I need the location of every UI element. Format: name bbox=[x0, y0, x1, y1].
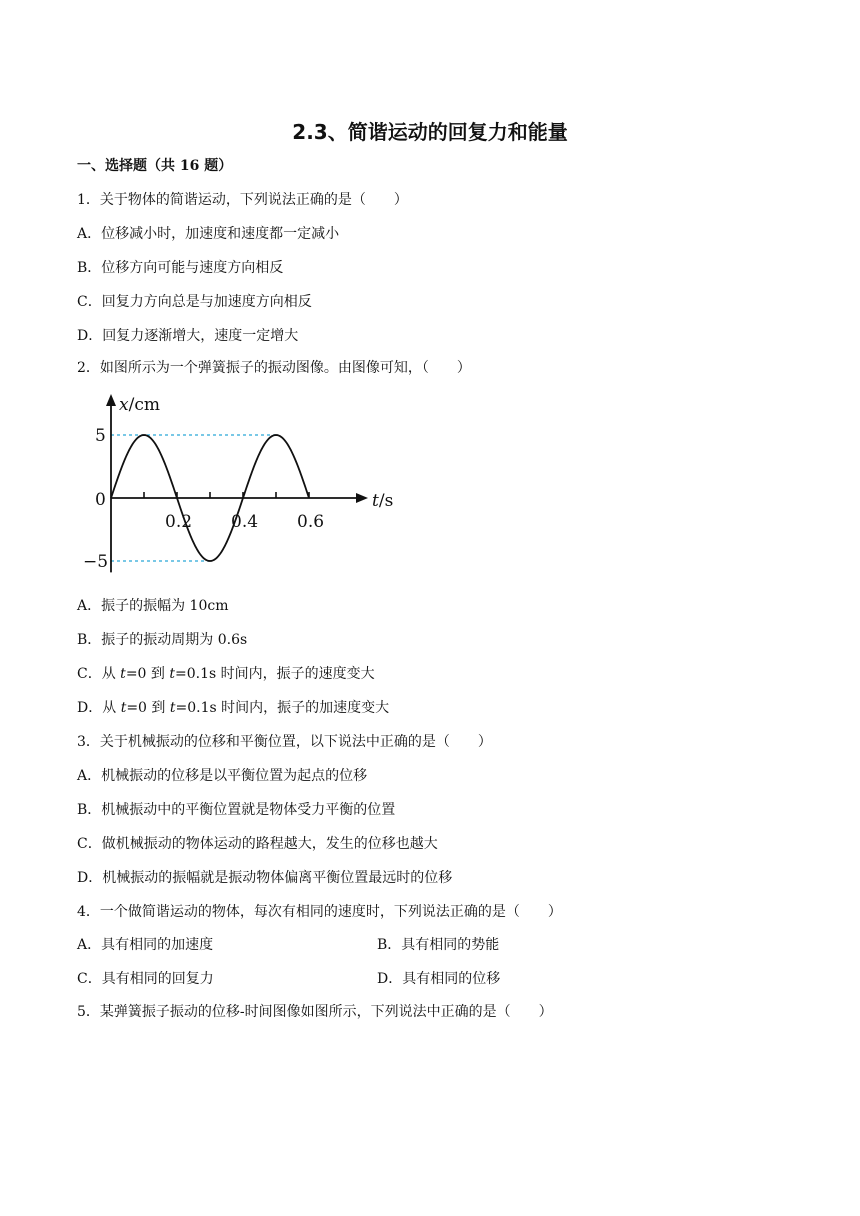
q4-option-d[interactable]: D．具有相同的位移 bbox=[377, 971, 501, 987]
q2-option-d[interactable] bbox=[77, 698, 389, 718]
q2c-t-var-2: t bbox=[169, 666, 175, 682]
x-tick-label: 0.6 bbox=[297, 512, 325, 532]
page-title: 2.3、简谐运动的回复力和能量 bbox=[292, 120, 568, 144]
x-tick-label: 0.4 bbox=[231, 512, 259, 532]
q2-option-a[interactable]: A．振子的振幅为 10cm bbox=[77, 598, 229, 614]
vibration-graph bbox=[83, 390, 396, 586]
q2d-text-1: D．从 bbox=[77, 700, 121, 716]
q1-option-b[interactable]: B．位移方向可能与速度方向相反 bbox=[77, 260, 284, 276]
origin-label: 0 bbox=[95, 490, 106, 510]
q3-option-b[interactable]: B．机械振动中的平衡位置就是物体受力平衡的位置 bbox=[77, 802, 396, 818]
q4-stem: 4．一个做简谐运动的物体，每次有相同的速度时，下列说法正确的是（ ） bbox=[77, 904, 562, 920]
x-tick-label: 0.2 bbox=[165, 512, 193, 532]
section-heading: 一、选择题（共 16 题） bbox=[77, 158, 233, 174]
q4-option-a[interactable]: A．具有相同的加速度 bbox=[77, 937, 214, 953]
q2c-text-2: =0 到 bbox=[125, 666, 170, 682]
q1-stem: 1．关于物体的简谐运动，下列说法正确的是（ ） bbox=[77, 192, 408, 208]
q2c-text-3: =0.1s 时间内，振子的速度变大 bbox=[175, 666, 375, 682]
q2-stem: 2．如图所示为一个弹簧振子的振动图像。由图像可知，（ ） bbox=[77, 360, 471, 376]
x-axis-var: t bbox=[372, 491, 379, 511]
x-axis-label bbox=[372, 491, 393, 511]
q4-option-c[interactable]: C．具有相同的回复力 bbox=[77, 971, 214, 987]
q2-option-c[interactable] bbox=[77, 664, 375, 684]
q2d-t-var: t bbox=[120, 700, 127, 716]
q2d-t-var-2: t bbox=[169, 700, 176, 716]
q2c-t-var: t bbox=[120, 666, 126, 682]
x-axis-arrow bbox=[356, 493, 368, 503]
y-axis-var: x bbox=[119, 395, 129, 415]
q1-option-d[interactable]: D．回复力逐渐增大，速度一定增大 bbox=[77, 328, 299, 344]
y-tick-label: 5 bbox=[95, 426, 106, 446]
y-axis-unit: /cm bbox=[128, 395, 160, 415]
q3-option-c[interactable]: C．做机械振动的物体运动的路程越大，发生的位移也越大 bbox=[77, 836, 438, 852]
y-axis-arrow bbox=[106, 394, 116, 406]
q5-stem: 5．某弹簧振子振动的位移-时间图像如图所示，下列说法中正确的是（ ） bbox=[77, 1004, 553, 1020]
q1-option-a[interactable]: A．位移减小时，加速度和速度都一定减小 bbox=[77, 226, 340, 242]
q2d-text-2: =0 到 bbox=[126, 700, 170, 716]
q2c-text-1: C．从 bbox=[77, 666, 121, 682]
y-tick-label: −5 bbox=[83, 552, 109, 572]
x-axis-unit: /s bbox=[378, 491, 394, 511]
q3-option-a[interactable]: A．机械振动的位移是以平衡位置为起点的位移 bbox=[77, 768, 368, 784]
q3-stem: 3．关于机械振动的位移和平衡位置，以下说法中正确的是（ ） bbox=[77, 734, 492, 750]
q1-option-c[interactable]: C．回复力方向总是与加速度方向相反 bbox=[77, 294, 312, 310]
q3-option-d[interactable]: D．机械振动的振幅就是振动物体偏离平衡位置最远时的位移 bbox=[77, 870, 453, 886]
q4-option-b[interactable]: B．具有相同的势能 bbox=[377, 937, 500, 953]
q2d-text-3: =0.1s 时间内，振子的加速度变大 bbox=[175, 700, 390, 716]
y-axis-label bbox=[119, 395, 160, 415]
q2-option-b[interactable]: B．振子的振动周期为 0.6s bbox=[77, 632, 248, 648]
